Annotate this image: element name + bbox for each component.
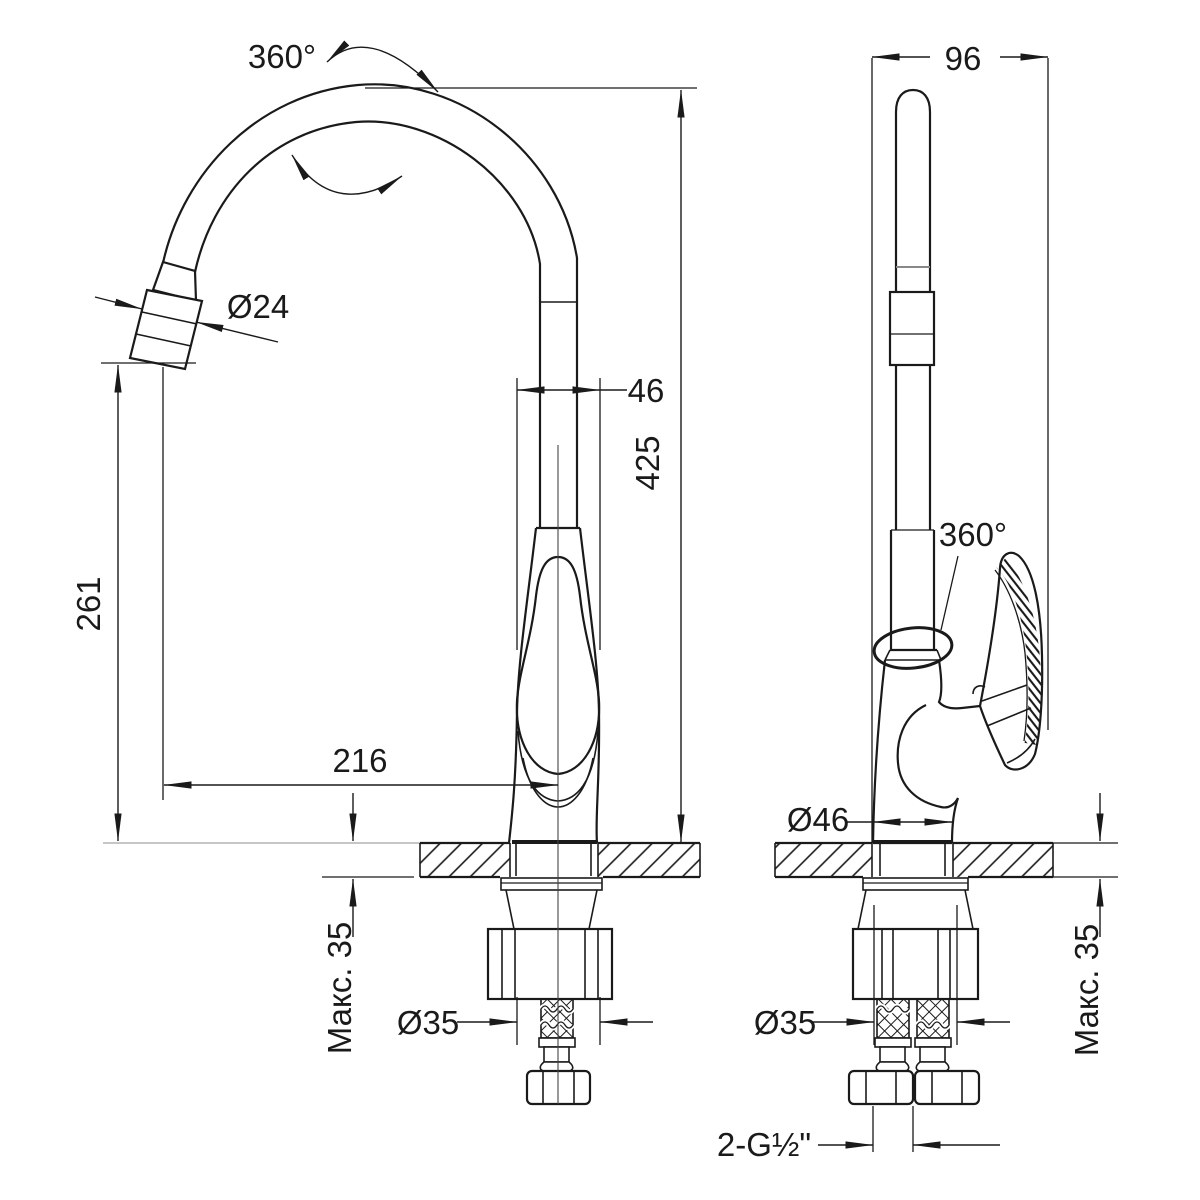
swivel-ring [872,624,954,672]
dim-label-hole-diameter-front: Ø35 [396,1004,460,1041]
front-view [70,38,700,1104]
flange-side [885,650,890,660]
swing-arrow [292,155,402,194]
spout-tube [896,90,930,293]
side-view [717,40,1118,1163]
dim-label-spout-tip-diameter: Ø24 [226,288,290,325]
mounting-nut [853,929,978,999]
neck-back-edge [939,660,980,708]
hose-bulge [540,1062,573,1071]
aerator-collar [130,290,202,369]
dim-o24-line [95,297,142,309]
dim-label-outlet-height: 261 [70,576,107,632]
dim-o24-line [196,322,278,342]
cone-edge [858,890,866,929]
leader-line [941,556,958,630]
hose-neck [544,1047,569,1062]
dim-label-swivel-front: 360° [247,38,317,75]
hose-neck [920,1047,945,1062]
hose-bulge [916,1062,949,1071]
hose-pair [849,999,979,1104]
hose-bulge [876,1062,909,1071]
cone-edge [965,890,973,929]
countertop-hatch [420,844,510,877]
hose-hex-nut [915,1071,979,1104]
hose-hex-nut [849,1071,913,1104]
cone-edge [589,890,597,929]
cone-edge [506,890,514,929]
dim-label-total-height: 425 [629,435,666,491]
dim-label-base-diameter: Ø46 [786,801,850,838]
washer [863,878,968,890]
dim-label-swivel-side: 360° [938,516,1008,553]
body-front-edge [873,660,885,843]
dim-label-hose-thread: 2-G½" [716,1126,812,1163]
hose-neck [880,1047,905,1062]
countertop-hatch [598,844,700,877]
dim-label-column-width: 46 [627,372,665,409]
hose-ferrule [915,1038,951,1047]
dim-label-hole-diameter-side: Ø35 [753,1004,817,1041]
mounting-nut [488,929,612,999]
dim-label-deck-thickness-front: Макс. 35 [321,921,358,1055]
braided-hose [917,999,949,1038]
body-left-edge [509,528,536,843]
dim-label-spout-reach: 216 [332,742,388,779]
dim-label-deck-thickness-side: Макс. 35 [1068,923,1105,1057]
aerator-side [890,292,934,365]
hose-ferrule [539,1038,575,1047]
hose-ferrule [875,1038,911,1047]
spout-outer-curve [163,84,577,528]
dim-label-body-depth: 96 [944,40,982,77]
washer [501,878,602,890]
countertop-hatch [775,844,872,877]
countertop-hatch [953,844,1053,877]
